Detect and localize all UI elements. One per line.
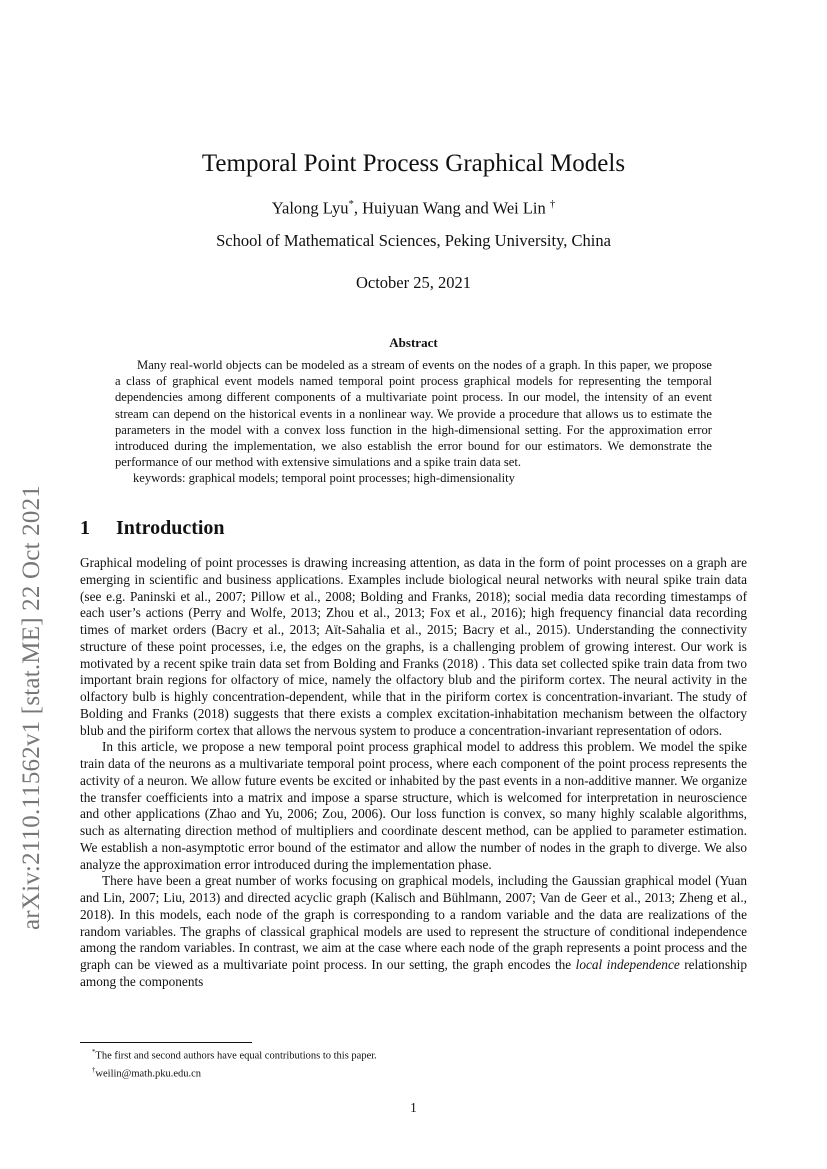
paper-title: Temporal Point Process Graphical Models	[201, 150, 626, 177]
paragraph-text: There have been a great number of works focusing on graphical models, including the Gaussian graphical model (Yuan and Lin, 2007; Liu, 2013) and directed acyclic graph (Kalisch and Bühlmann, 2007; Van de Geer et al., 2013; Zheng et al., 2018). In this models, each node of the graph is corresponding to a random variable and the data are realizations of the random variables. The graphs of classical graphical models are used to represent the structure of conditional independence among the random variables. In contrast, we aim at the case where each node of the graph represents a point process and the graph can be viewed as a multivariate point process. In our setting, the graph encodes the	[80, 873, 747, 972]
abstract	[115, 357, 712, 487]
abstract-heading: Abstract	[389, 335, 438, 350]
paragraph: Graphical modeling of point processes is drawing increasing attention, as data in the form of point processes on a graph are emerging in scientific and business applications. Examples include biological neural networks with neural spike train data (see e.g. Paninski et al., 2007; Pillow et al., 2008; Bolding and Franks, 2018); social media data recording timestamps of each user’s actions (Perry and Wolfe, 2013; Zhou et al., 2013; Fox et al., 2016); high frequency financial data recording times of market orders (Bacry et al., 2013; Aït-Sahalia et al., 2015; Bacry et al., 2015). Understanding the connectivity structure of these point processes, i.e, the edges on the graphs, is a challenging problem of growing interest. Our work is motivated by a recent spike train data set from Bolding and Franks (2018) . This data set collected spike train data from two important brain regions for olfactory of mice, namely the olfactory blub and the piriform cortex. The neural activity in the olfactory bulb is highly concentration-dependent, while that in the piriform cortex is concentration-invariant. The study of Bolding and Franks (2018) suggests that there exists a complex excitation-inhabitation mechanism between the olfactory blub and the piriform cortex that allows the nervous system to produce a concentration-invariant representation of odors.	[80, 555, 747, 738]
footnote-mark: †	[549, 198, 556, 210]
emphasis-text: local independence	[575, 957, 680, 972]
footnote	[80, 1064, 377, 1082]
footnote-email: weilin@math.pku.edu.cn	[95, 1068, 202, 1079]
section-title: Introduction	[116, 517, 225, 539]
footnote-rule	[80, 1042, 252, 1043]
body-text	[80, 555, 747, 991]
page-number: 1	[410, 1100, 417, 1115]
affiliation: School of Mathematical Sciences, Peking University, China	[216, 231, 611, 250]
section-heading	[80, 517, 225, 540]
author-name: Yalong Lyu	[271, 198, 349, 218]
paragraph	[80, 873, 747, 990]
keywords: keywords: graphical models; temporal point processes; high-dimensionality	[133, 471, 515, 486]
footnote-mark: *	[348, 198, 354, 210]
footnote-text: The first and second authors have equal contributions to this paper.	[95, 1050, 377, 1062]
footnote	[80, 1046, 377, 1064]
section-number: 1	[80, 517, 90, 539]
footnote-mark: *	[92, 1049, 96, 1056]
abstract-text: Many real-world objects can be modeled as a stream of events on the nodes of a graph. In this paper, we propose a class of graphical event models named temporal point process graphical models for representing the temporal dependencies among different components of a multivariate point process. In our model, the intensity of an event stream can depend on the historical events in a nonlinear way. We provide a procedure that allows us to estimate the parameters in the model with a convex loss function in the high-dimensional setting. For the approximation error introduced during the implementation, we also establish the error bound for our estimators. We demonstrate the performance of our method with extensive simulations and a spike train data set.	[115, 358, 712, 470]
footnote-mark: †	[92, 1066, 96, 1074]
paragraph-text: relationship among the components	[80, 957, 747, 989]
paper-date: October 25, 2021	[355, 273, 472, 292]
author-names-rest: , Huiyuan Wang and Wei Lin	[353, 198, 550, 218]
author-line	[0, 198, 827, 219]
footnotes	[80, 1046, 377, 1081]
arxiv-identifier: arXiv:2110.11562v1 [stat.ME] 22 Oct 2021	[18, 485, 45, 930]
paragraph: In this article, we propose a new temporal point process graphical model to address this problem. We model the spike train data of the neurons as a multivariate temporal point process, where each component of the point process represents the activity of a neuron. We allow future events be excited or inhabited by the past events in a non-additive manner. We organize the transfer coefficients into a matrix and impose a sparse structure, which is welcomed for interpretation in neuroscience and other applications (Zhao and Yu, 2006; Zou, 2006). Our loss function is convex, so many highly scalable algorithms, such as alternating direction method of multipliers and coordinate descent method, can be applied to parameter estimation. We establish a non-asymptotic error bound of the estimator and allow the number of nodes in the graph to diverge. We also analyze the approximation error introduced during the implementation phase.	[80, 739, 747, 872]
